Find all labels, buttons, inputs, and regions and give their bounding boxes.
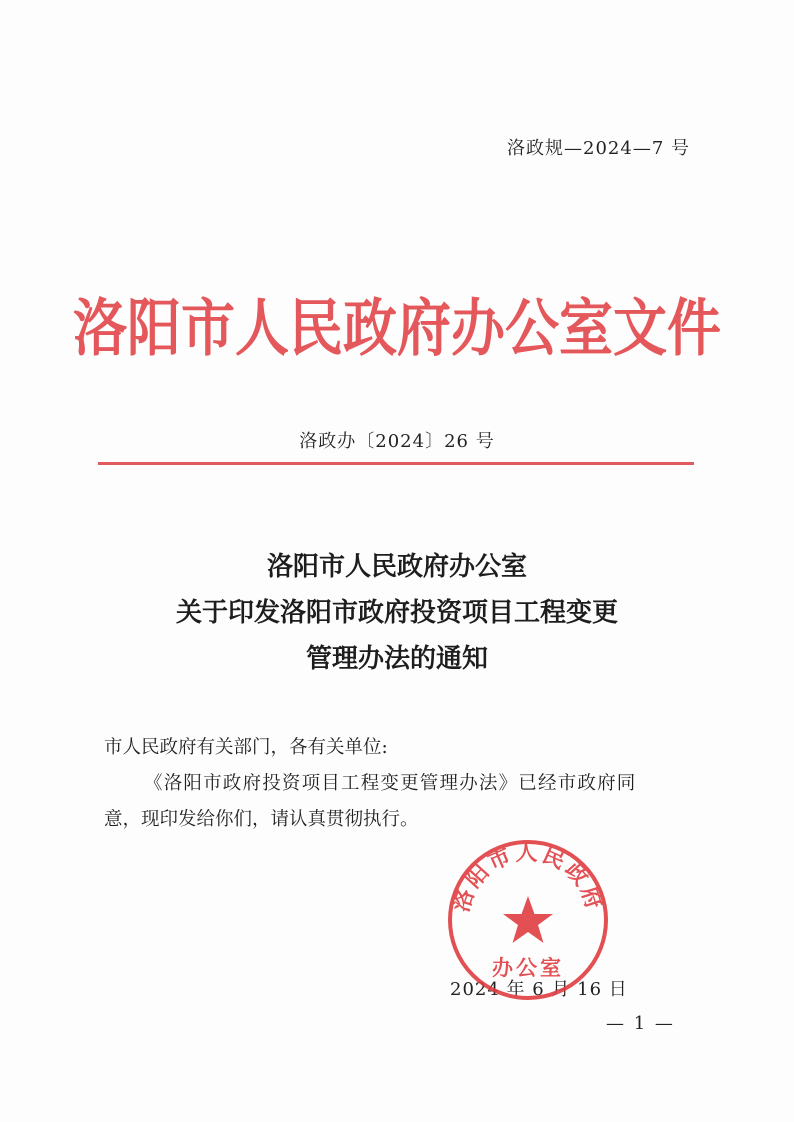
issue-date: 2024 年 6 月 16 日 [450, 979, 628, 1000]
official-seal [446, 838, 610, 1002]
body-paragraph [104, 766, 694, 838]
page-number: — 1 — [606, 1013, 675, 1034]
red-divider-rule [98, 462, 694, 465]
body-paragraph-line-1: 《洛阳市政府投资项目工程变更管理办法》已经市政府同 [144, 773, 637, 794]
notice-title-line-1: 洛阳市人民政府办公室 [266, 552, 527, 582]
file-number: 洛政办〔2024〕26 号 [299, 431, 495, 452]
star-icon [503, 896, 553, 943]
notice-title-line-3: 管理办法的通知 [305, 644, 488, 674]
seal-bottom-text: 办公室 [492, 956, 564, 980]
addressee: 市人民政府有关部门，各有关单位: [104, 737, 388, 758]
issuer-header: 洛阳市人民政府办公室文件 [73, 291, 721, 365]
notice-title-line-2: 关于印发洛阳市政府投资项目工程变更 [175, 598, 618, 628]
notice-title [0, 544, 794, 682]
seal-arc-text: 洛阳市人民政府 [449, 841, 607, 916]
body-paragraph-line-2: 意，现印发给你们，请认真贯彻执行。 [104, 809, 419, 830]
regulation-code: 洛政规—2024—7 号 [507, 138, 690, 159]
